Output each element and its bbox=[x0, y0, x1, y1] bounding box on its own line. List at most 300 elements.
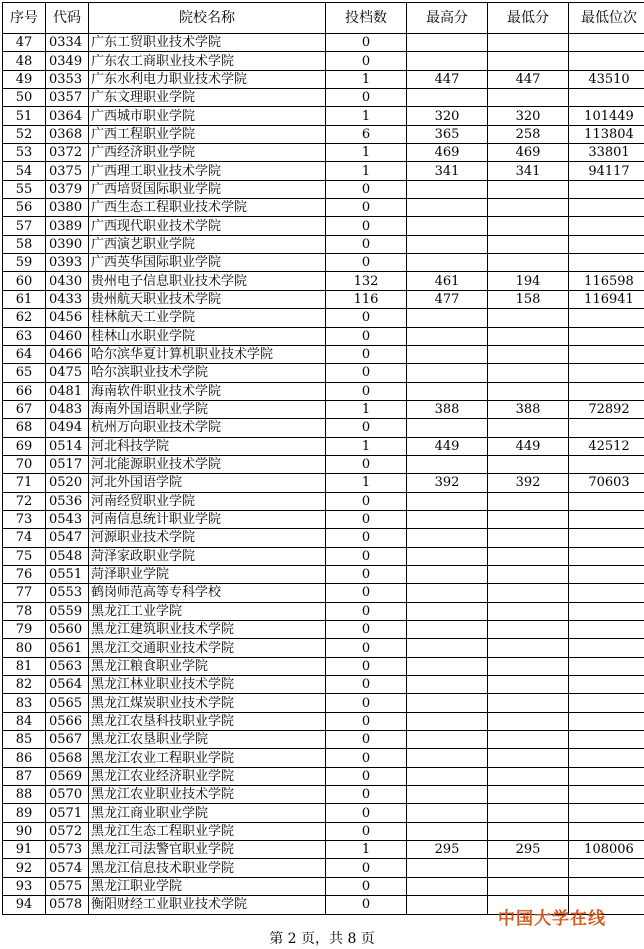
row-max-score bbox=[407, 419, 488, 437]
table-row bbox=[3, 144, 644, 162]
row-code: 0357 bbox=[46, 89, 89, 107]
row-min-rank bbox=[569, 52, 644, 70]
row-min-rank: 116941 bbox=[569, 290, 644, 308]
row-min-score bbox=[488, 547, 569, 565]
table-row bbox=[3, 547, 644, 565]
row-code: 0570 bbox=[46, 786, 89, 804]
row-min-rank: 101449 bbox=[569, 107, 644, 125]
row-min-rank bbox=[569, 676, 644, 694]
row-code: 0372 bbox=[46, 144, 89, 162]
row-min-rank: 94117 bbox=[569, 162, 644, 180]
row-min-rank: 42512 bbox=[569, 437, 644, 455]
row-seq: 80 bbox=[3, 639, 46, 657]
row-code: 0536 bbox=[46, 492, 89, 510]
row-min-rank: 43510 bbox=[569, 70, 644, 88]
row-school-name: 广西生态工程职业技术学院 bbox=[89, 199, 326, 217]
row-filed-count: 0 bbox=[326, 455, 407, 473]
table-row bbox=[3, 786, 644, 804]
row-max-score: 341 bbox=[407, 162, 488, 180]
row-min-rank: 113804 bbox=[569, 125, 644, 143]
row-min-score bbox=[488, 510, 569, 528]
row-min-rank bbox=[569, 877, 644, 895]
row-school-name: 广东工贸职业技术学院 bbox=[89, 34, 326, 52]
row-school-name: 黑龙江信息技术职业学院 bbox=[89, 859, 326, 877]
row-code: 0456 bbox=[46, 309, 89, 327]
row-code: 0568 bbox=[46, 749, 89, 767]
row-max-score bbox=[407, 694, 488, 712]
row-max-score: 449 bbox=[407, 437, 488, 455]
row-code: 0571 bbox=[46, 804, 89, 822]
row-min-rank bbox=[569, 419, 644, 437]
row-school-name: 贵州航天职业技术学院 bbox=[89, 290, 326, 308]
row-filed-count: 0 bbox=[326, 804, 407, 822]
row-seq: 61 bbox=[3, 290, 46, 308]
row-seq: 86 bbox=[3, 749, 46, 767]
row-school-name: 黑龙江职业学院 bbox=[89, 877, 326, 895]
row-filed-count: 0 bbox=[326, 639, 407, 657]
table-body bbox=[3, 34, 644, 915]
row-min-rank: 116598 bbox=[569, 272, 644, 290]
row-min-score bbox=[488, 217, 569, 235]
row-school-name: 菏泽家政职业学院 bbox=[89, 547, 326, 565]
table-row bbox=[3, 694, 644, 712]
row-filed-count: 0 bbox=[326, 749, 407, 767]
row-code: 0334 bbox=[46, 34, 89, 52]
row-code: 0517 bbox=[46, 455, 89, 473]
row-code: 0547 bbox=[46, 529, 89, 547]
row-max-score bbox=[407, 455, 488, 473]
row-min-score bbox=[488, 584, 569, 602]
row-code: 0566 bbox=[46, 712, 89, 730]
row-seq: 84 bbox=[3, 712, 46, 730]
table-row bbox=[3, 602, 644, 620]
row-min-score bbox=[488, 455, 569, 473]
row-filed-count: 1 bbox=[326, 162, 407, 180]
row-seq: 76 bbox=[3, 565, 46, 583]
row-filed-count: 0 bbox=[326, 602, 407, 620]
row-min-score bbox=[488, 749, 569, 767]
row-min-rank bbox=[569, 199, 644, 217]
row-min-score: 320 bbox=[488, 107, 569, 125]
row-code: 0481 bbox=[46, 382, 89, 400]
row-code: 0494 bbox=[46, 419, 89, 437]
table-row bbox=[3, 859, 644, 877]
row-min-score: 341 bbox=[488, 162, 569, 180]
table-row bbox=[3, 382, 644, 400]
row-school-name: 菏泽职业学院 bbox=[89, 565, 326, 583]
header-seq: 序号 bbox=[3, 3, 46, 34]
table-row bbox=[3, 309, 644, 327]
row-min-score bbox=[488, 309, 569, 327]
row-max-score bbox=[407, 822, 488, 840]
row-code: 0433 bbox=[46, 290, 89, 308]
row-school-name: 桂林航天工业学院 bbox=[89, 309, 326, 327]
row-max-score bbox=[407, 529, 488, 547]
row-min-score bbox=[488, 621, 569, 639]
row-min-score bbox=[488, 34, 569, 52]
row-seq: 74 bbox=[3, 529, 46, 547]
table-row bbox=[3, 474, 644, 492]
row-seq: 87 bbox=[3, 767, 46, 785]
row-max-score bbox=[407, 565, 488, 583]
row-min-score bbox=[488, 786, 569, 804]
row-min-rank bbox=[569, 584, 644, 602]
row-code: 0520 bbox=[46, 474, 89, 492]
row-seq: 70 bbox=[3, 455, 46, 473]
row-min-rank bbox=[569, 364, 644, 382]
table-row bbox=[3, 841, 644, 859]
row-filed-count: 116 bbox=[326, 290, 407, 308]
row-school-name: 黑龙江司法警官职业学院 bbox=[89, 841, 326, 859]
row-min-score bbox=[488, 565, 569, 583]
row-seq: 88 bbox=[3, 786, 46, 804]
row-filed-count: 1 bbox=[326, 474, 407, 492]
row-seq: 79 bbox=[3, 621, 46, 639]
row-min-rank bbox=[569, 786, 644, 804]
row-seq: 51 bbox=[3, 107, 46, 125]
row-seq: 81 bbox=[3, 657, 46, 675]
row-seq: 71 bbox=[3, 474, 46, 492]
row-min-score bbox=[488, 382, 569, 400]
row-school-name: 海南外国语职业学院 bbox=[89, 400, 326, 418]
table-row bbox=[3, 767, 644, 785]
row-seq: 91 bbox=[3, 841, 46, 859]
row-seq: 55 bbox=[3, 180, 46, 198]
row-min-rank bbox=[569, 180, 644, 198]
row-min-rank bbox=[569, 822, 644, 840]
row-min-score bbox=[488, 492, 569, 510]
row-code: 0567 bbox=[46, 731, 89, 749]
row-filed-count: 0 bbox=[326, 217, 407, 235]
table-row bbox=[3, 254, 644, 272]
header-max-score: 最高分 bbox=[407, 3, 488, 34]
row-min-score: 447 bbox=[488, 70, 569, 88]
row-min-rank bbox=[569, 492, 644, 510]
row-min-score bbox=[488, 804, 569, 822]
table-row bbox=[3, 455, 644, 473]
row-min-rank: 72892 bbox=[569, 400, 644, 418]
row-min-rank bbox=[569, 621, 644, 639]
row-code: 0353 bbox=[46, 70, 89, 88]
row-max-score bbox=[407, 345, 488, 363]
row-filed-count: 0 bbox=[326, 621, 407, 639]
row-school-name: 河源职业技术学院 bbox=[89, 529, 326, 547]
row-filed-count: 0 bbox=[326, 694, 407, 712]
row-filed-count: 0 bbox=[326, 235, 407, 253]
table-row bbox=[3, 290, 644, 308]
row-min-rank bbox=[569, 565, 644, 583]
row-filed-count: 132 bbox=[326, 272, 407, 290]
row-max-score bbox=[407, 712, 488, 730]
row-min-rank bbox=[569, 749, 644, 767]
row-school-name: 海南软件职业技术学院 bbox=[89, 382, 326, 400]
table-row bbox=[3, 272, 644, 290]
row-school-name: 杭州万向职业技术学院 bbox=[89, 419, 326, 437]
row-school-name: 广西理工职业技术学院 bbox=[89, 162, 326, 180]
row-school-name: 广西工程职业学院 bbox=[89, 125, 326, 143]
row-min-score bbox=[488, 419, 569, 437]
row-seq: 57 bbox=[3, 217, 46, 235]
row-filed-count: 0 bbox=[326, 859, 407, 877]
row-code: 0575 bbox=[46, 877, 89, 895]
row-max-score bbox=[407, 199, 488, 217]
row-min-score bbox=[488, 859, 569, 877]
row-school-name: 广西英华国际职业学院 bbox=[89, 254, 326, 272]
row-code: 0349 bbox=[46, 52, 89, 70]
row-max-score bbox=[407, 639, 488, 657]
row-min-score: 194 bbox=[488, 272, 569, 290]
row-filed-count: 0 bbox=[326, 529, 407, 547]
row-min-score bbox=[488, 327, 569, 345]
row-seq: 58 bbox=[3, 235, 46, 253]
row-school-name: 黑龙江农业经济职业学院 bbox=[89, 767, 326, 785]
row-filed-count: 0 bbox=[326, 382, 407, 400]
row-code: 0460 bbox=[46, 327, 89, 345]
row-filed-count: 0 bbox=[326, 767, 407, 785]
row-seq: 69 bbox=[3, 437, 46, 455]
row-code: 0466 bbox=[46, 345, 89, 363]
table-row bbox=[3, 400, 644, 418]
row-filed-count: 0 bbox=[326, 364, 407, 382]
row-school-name: 广东水利电力职业技术学院 bbox=[89, 70, 326, 88]
row-min-rank bbox=[569, 859, 644, 877]
table-header-row bbox=[3, 3, 644, 34]
row-min-score bbox=[488, 199, 569, 217]
row-seq: 75 bbox=[3, 547, 46, 565]
row-code: 0379 bbox=[46, 180, 89, 198]
row-code: 0564 bbox=[46, 676, 89, 694]
row-min-rank bbox=[569, 382, 644, 400]
row-seq: 62 bbox=[3, 309, 46, 327]
row-school-name: 河南信息统计职业学院 bbox=[89, 510, 326, 528]
row-min-rank bbox=[569, 657, 644, 675]
row-school-name: 鹤岗师范高等专科学校 bbox=[89, 584, 326, 602]
row-min-score: 295 bbox=[488, 841, 569, 859]
row-min-score bbox=[488, 676, 569, 694]
row-code: 0483 bbox=[46, 400, 89, 418]
row-max-score bbox=[407, 767, 488, 785]
row-min-score bbox=[488, 89, 569, 107]
watermark-logo: 中国大学在线 bbox=[498, 909, 606, 929]
row-max-score bbox=[407, 896, 488, 914]
table-row bbox=[3, 749, 644, 767]
row-max-score: 295 bbox=[407, 841, 488, 859]
row-code: 0572 bbox=[46, 822, 89, 840]
row-max-score: 477 bbox=[407, 290, 488, 308]
row-min-rank bbox=[569, 254, 644, 272]
table-row bbox=[3, 804, 644, 822]
table-row bbox=[3, 125, 644, 143]
row-max-score bbox=[407, 34, 488, 52]
row-filed-count: 0 bbox=[326, 547, 407, 565]
row-min-score: 388 bbox=[488, 400, 569, 418]
row-code: 0559 bbox=[46, 602, 89, 620]
row-filed-count: 0 bbox=[326, 254, 407, 272]
table-row bbox=[3, 419, 644, 437]
row-min-rank bbox=[569, 639, 644, 657]
row-code: 0574 bbox=[46, 859, 89, 877]
table-row bbox=[3, 492, 644, 510]
page-footer: 第 2 页，共 8 页 bbox=[269, 931, 375, 947]
header-filed-count: 投档数 bbox=[326, 3, 407, 34]
row-filed-count: 0 bbox=[326, 345, 407, 363]
table-row bbox=[3, 529, 644, 547]
row-min-rank bbox=[569, 547, 644, 565]
row-school-name: 哈尔滨职业技术学院 bbox=[89, 364, 326, 382]
table-row bbox=[3, 437, 644, 455]
row-seq: 93 bbox=[3, 877, 46, 895]
row-min-rank bbox=[569, 529, 644, 547]
row-min-score: 158 bbox=[488, 290, 569, 308]
row-code: 0561 bbox=[46, 639, 89, 657]
row-min-score bbox=[488, 235, 569, 253]
row-code: 0514 bbox=[46, 437, 89, 455]
row-seq: 63 bbox=[3, 327, 46, 345]
row-min-rank bbox=[569, 712, 644, 730]
row-school-name: 广西经济职业学院 bbox=[89, 144, 326, 162]
row-min-score bbox=[488, 822, 569, 840]
row-max-score bbox=[407, 364, 488, 382]
row-max-score bbox=[407, 510, 488, 528]
row-school-name: 黑龙江农垦职业学院 bbox=[89, 731, 326, 749]
row-max-score bbox=[407, 584, 488, 602]
row-seq: 77 bbox=[3, 584, 46, 602]
row-school-name: 河北能源职业技术学院 bbox=[89, 455, 326, 473]
row-min-score bbox=[488, 345, 569, 363]
table-row bbox=[3, 621, 644, 639]
row-school-name: 广西演艺职业学院 bbox=[89, 235, 326, 253]
table-row bbox=[3, 510, 644, 528]
row-code: 0364 bbox=[46, 107, 89, 125]
row-max-score bbox=[407, 731, 488, 749]
row-filed-count: 0 bbox=[326, 584, 407, 602]
table-row bbox=[3, 199, 644, 217]
row-code: 0390 bbox=[46, 235, 89, 253]
row-max-score bbox=[407, 254, 488, 272]
row-min-score bbox=[488, 657, 569, 675]
row-seq: 59 bbox=[3, 254, 46, 272]
row-code: 0563 bbox=[46, 657, 89, 675]
row-max-score bbox=[407, 657, 488, 675]
row-code: 0569 bbox=[46, 767, 89, 785]
row-school-name: 河南经贸职业学院 bbox=[89, 492, 326, 510]
row-filed-count: 0 bbox=[326, 786, 407, 804]
row-code: 0475 bbox=[46, 364, 89, 382]
row-seq: 92 bbox=[3, 859, 46, 877]
row-min-rank bbox=[569, 217, 644, 235]
row-school-name: 黑龙江交通职业技术学院 bbox=[89, 639, 326, 657]
row-code: 0551 bbox=[46, 565, 89, 583]
row-seq: 66 bbox=[3, 382, 46, 400]
row-seq: 73 bbox=[3, 510, 46, 528]
row-filed-count: 1 bbox=[326, 400, 407, 418]
row-max-score: 447 bbox=[407, 70, 488, 88]
table-row bbox=[3, 162, 644, 180]
row-max-score bbox=[407, 602, 488, 620]
row-seq: 89 bbox=[3, 804, 46, 822]
row-min-rank bbox=[569, 327, 644, 345]
row-school-name: 黑龙江粮食职业学院 bbox=[89, 657, 326, 675]
row-min-rank bbox=[569, 804, 644, 822]
row-max-score bbox=[407, 547, 488, 565]
row-code: 0393 bbox=[46, 254, 89, 272]
row-min-score bbox=[488, 731, 569, 749]
row-max-score bbox=[407, 235, 488, 253]
admission-table bbox=[2, 2, 644, 915]
row-filed-count: 1 bbox=[326, 841, 407, 859]
row-min-rank: 108006 bbox=[569, 841, 644, 859]
row-min-rank bbox=[569, 34, 644, 52]
row-max-score: 320 bbox=[407, 107, 488, 125]
table-row bbox=[3, 52, 644, 70]
row-seq: 90 bbox=[3, 822, 46, 840]
row-seq: 50 bbox=[3, 89, 46, 107]
row-code: 0565 bbox=[46, 694, 89, 712]
row-min-score bbox=[488, 602, 569, 620]
row-max-score bbox=[407, 676, 488, 694]
row-school-name: 广西培贤国际职业学院 bbox=[89, 180, 326, 198]
row-seq: 56 bbox=[3, 199, 46, 217]
table-row bbox=[3, 217, 644, 235]
row-seq: 49 bbox=[3, 70, 46, 88]
row-code: 0573 bbox=[46, 841, 89, 859]
row-school-name: 黑龙江农垦科技职业学院 bbox=[89, 712, 326, 730]
row-seq: 65 bbox=[3, 364, 46, 382]
row-school-name: 广西现代职业技术学院 bbox=[89, 217, 326, 235]
row-seq: 60 bbox=[3, 272, 46, 290]
row-min-score bbox=[488, 694, 569, 712]
row-seq: 82 bbox=[3, 676, 46, 694]
row-code: 0543 bbox=[46, 510, 89, 528]
row-min-score bbox=[488, 180, 569, 198]
row-min-score bbox=[488, 712, 569, 730]
header-min-score: 最低分 bbox=[488, 3, 569, 34]
row-seq: 94 bbox=[3, 896, 46, 914]
row-max-score bbox=[407, 309, 488, 327]
header-school-name: 院校名称 bbox=[89, 3, 326, 34]
row-filed-count: 1 bbox=[326, 107, 407, 125]
row-filed-count: 0 bbox=[326, 657, 407, 675]
row-school-name: 黑龙江农业职业技术学院 bbox=[89, 786, 326, 804]
row-min-rank bbox=[569, 235, 644, 253]
row-school-name: 桂林山水职业学院 bbox=[89, 327, 326, 345]
row-school-name: 黑龙江工业学院 bbox=[89, 602, 326, 620]
row-max-score bbox=[407, 786, 488, 804]
row-seq: 52 bbox=[3, 125, 46, 143]
row-seq: 47 bbox=[3, 34, 46, 52]
row-code: 0380 bbox=[46, 199, 89, 217]
row-min-score bbox=[488, 52, 569, 70]
row-max-score bbox=[407, 217, 488, 235]
row-min-score bbox=[488, 529, 569, 547]
row-filed-count: 1 bbox=[326, 144, 407, 162]
row-max-score bbox=[407, 492, 488, 510]
row-min-score bbox=[488, 767, 569, 785]
row-filed-count: 0 bbox=[326, 180, 407, 198]
row-school-name: 黑龙江煤炭职业技术学院 bbox=[89, 694, 326, 712]
row-code: 0430 bbox=[46, 272, 89, 290]
row-filed-count: 0 bbox=[326, 896, 407, 914]
row-max-score bbox=[407, 382, 488, 400]
row-code: 0375 bbox=[46, 162, 89, 180]
row-seq: 68 bbox=[3, 419, 46, 437]
row-min-score: 449 bbox=[488, 437, 569, 455]
row-seq: 72 bbox=[3, 492, 46, 510]
row-seq: 48 bbox=[3, 52, 46, 70]
row-min-rank bbox=[569, 767, 644, 785]
row-filed-count: 0 bbox=[326, 877, 407, 895]
table-row bbox=[3, 822, 644, 840]
